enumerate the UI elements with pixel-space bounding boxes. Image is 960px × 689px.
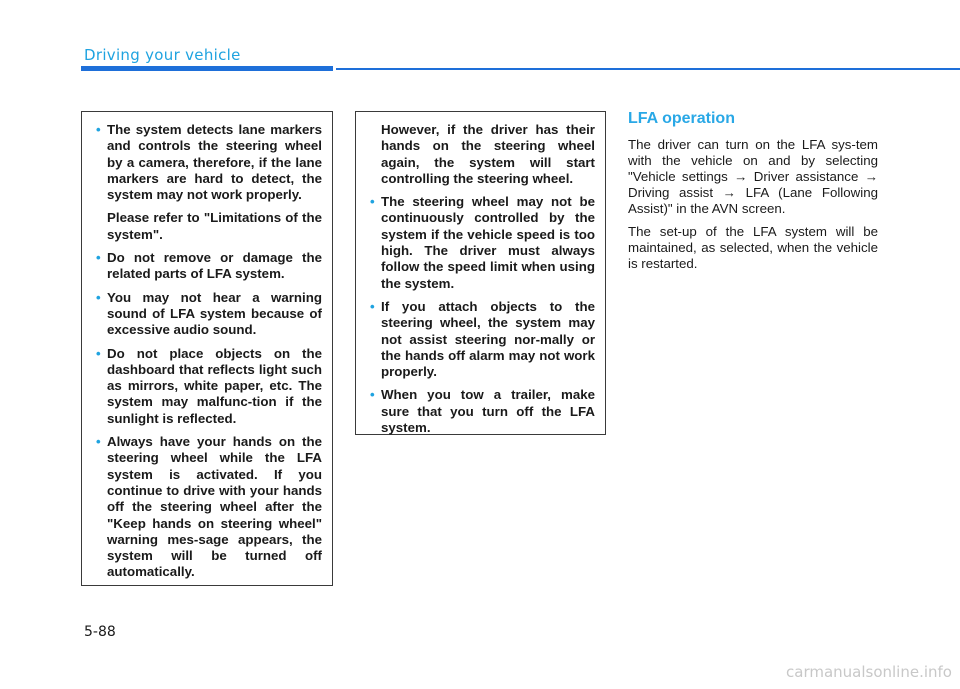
bullet-icon: • xyxy=(370,194,375,210)
header-rule-thick xyxy=(81,66,333,71)
caution-item: • If you attach objects to the steering wheel, the system may not assist steering nor-mally or the hands off alarm may not work properly. xyxy=(370,298,595,380)
header-rule-thin xyxy=(336,68,960,70)
bullet-icon: • xyxy=(96,345,101,361)
watermark: carmanualsonline.info xyxy=(786,663,952,681)
caution-box-left xyxy=(81,111,333,586)
bullet-icon: • xyxy=(370,387,375,403)
section-header-title: Driving your vehicle xyxy=(84,46,241,64)
bullet-icon: • xyxy=(96,122,101,137)
caution-item: • Do not remove or damage the related parts of LFA system. xyxy=(96,250,322,282)
page-number: 5-88 xyxy=(84,624,116,640)
caution-item: However, if the driver has their hands on the steering wheel again, the system will start controlling the steering wheel. xyxy=(381,122,595,186)
caution-item: • The system detects lane markers and controls the steering wheel by a camera, therefore, if the lane markers are hard to detect, the system may not work properly. xyxy=(96,122,322,203)
section-paragraph: The driver can turn on the LFA sys-tem with the vehicle on and by selecting "Vehicle settings → Driver assistance → Driving assist → LFA (Lane Following Assist)" in the AVN screen. xyxy=(628,137,878,216)
lfa-operation-section xyxy=(628,110,878,279)
bullet-icon: • xyxy=(96,250,101,266)
section-heading: LFA operation xyxy=(628,110,735,127)
caution-item: • Do not place objects on the dashboard that reflects light such as mirrors, white paper, etc. The system may malfunc-tion if the sunlight is reflected. xyxy=(96,345,322,426)
caution-item: • You may not hear a warning sound of LFA system because of excessive audio sound. xyxy=(96,289,322,338)
bullet-icon: • xyxy=(96,434,101,450)
caution-item: • Always have your hands on the steering wheel while the LFA system is activated. If you continue to drive with your hands off the steering wheel after the "Keep hands on steering wheel" warning mes-sage appears, the system will be turned off automatically. xyxy=(96,434,322,580)
caution-item: Please refer to "Limitations of the system". xyxy=(107,210,322,242)
caution-item: • The steering wheel may not be continuously controlled by the system if the vehicle speed is too high. The driver must always follow the speed limit when using the system. xyxy=(370,194,595,291)
section-paragraph: The set-up of the LFA system will be maintained, as selected, when the vehicle is restarted. xyxy=(628,224,878,271)
caution-box-middle xyxy=(355,111,606,435)
bullet-icon: • xyxy=(370,298,375,314)
bullet-icon: • xyxy=(96,289,101,305)
caution-item: • When you tow a trailer, make sure that you turn off the LFA system. xyxy=(370,387,595,436)
